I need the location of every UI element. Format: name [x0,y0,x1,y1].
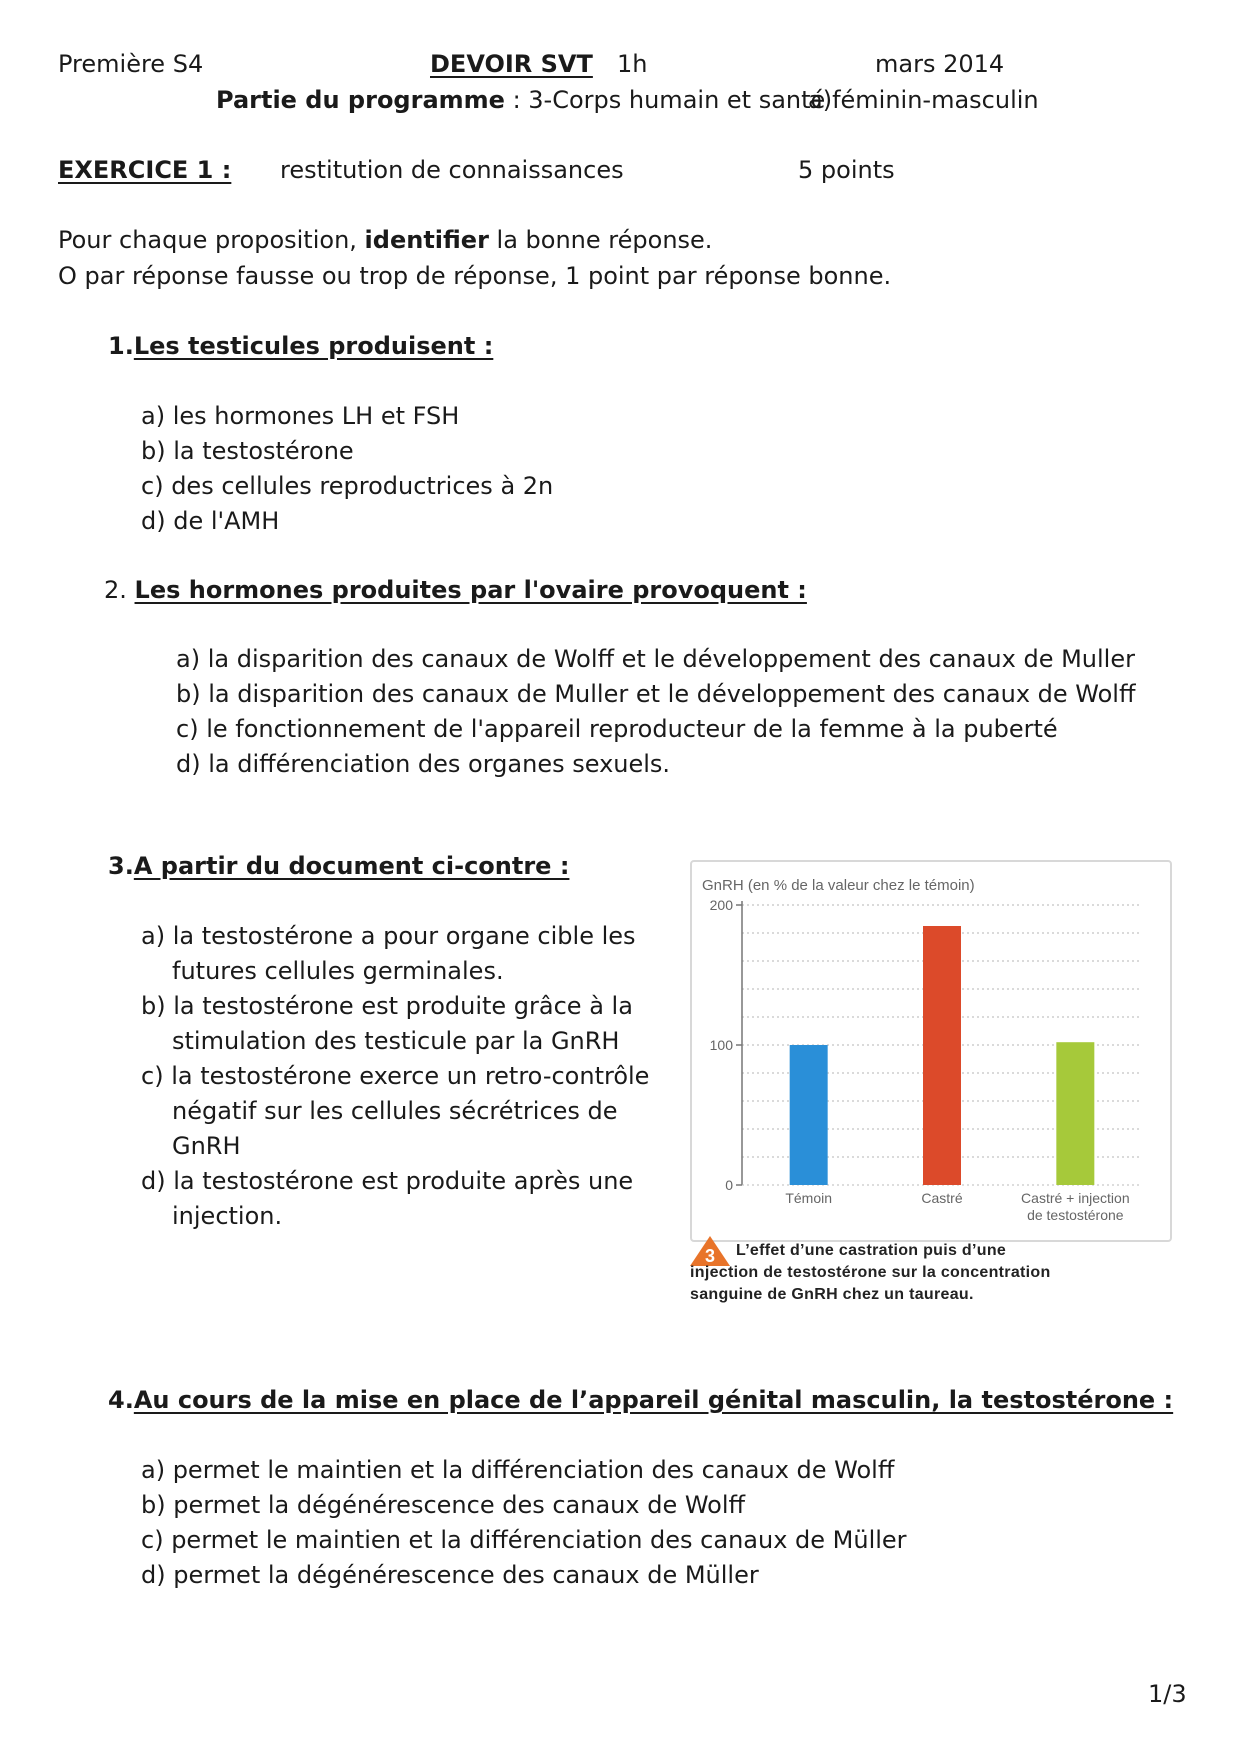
chart-title: GnRH (en % de la valeur chez le témoin) [702,877,975,894]
gnrh-chart [690,860,1170,1240]
program-label: Partie du programme [216,86,505,114]
program-text: 3-Corps humain et santé [528,86,826,114]
q4-option-d: d) permet la dégénérescence des canaux de Müller [141,1561,759,1589]
x-tick-label: Témoin [785,1190,833,1206]
exam-date: mars 2014 [875,50,1005,78]
question-title: Les testicules produisent : [133,332,494,360]
q4-option-a: a) permet le maintien et la différenciation des canaux de Wolff [141,1456,895,1484]
question-number: 3. [108,852,134,880]
question-3-heading [108,852,569,880]
question-2-heading [104,576,807,604]
question-title: Les hormones produites par l'ovaire provoquent : [134,576,807,604]
y-tick-label: 200 [709,897,733,913]
q3-line-2: futures cellules germinales. [172,957,504,985]
question-4-heading [108,1386,1173,1414]
question-number: 2. [104,576,135,604]
q1-option-c: c) des cellules reproductrices à 2n [141,472,554,500]
class-name: Première S4 [58,50,204,78]
q3-line-1: a) la testostérone a pour organe cible les [141,922,636,950]
y-tick-label: 100 [709,1037,733,1053]
instruction-line-2: O par réponse fausse ou trop de réponse, 1 point par réponse bonne. [58,262,892,290]
exam-title: DEVOIR SVT [430,50,593,78]
chart-svg [690,860,1170,1240]
x-tick-label: de testostérone [1027,1207,1124,1223]
question-1-heading [108,332,493,360]
badge-number: 3 [704,1246,716,1266]
q1-option-d: d) de l'AMH [141,507,280,535]
instruction-keyword: identifier [364,226,489,254]
exercise-topic: restitution de connaissances [280,156,624,184]
q4-option-b: b) permet la dégénérescence des canaux de Wolff [141,1491,746,1519]
page-number: 1/3 [1148,1680,1187,1708]
program-line [216,86,825,114]
q2-option-c: c) le fonctionnement de l'appareil reproducteur de la femme à la puberté [176,715,1058,743]
bar-1 [790,1045,828,1185]
instruction-text-a: Pour chaque proposition, [58,226,365,254]
q3-line-9: injection. [172,1202,283,1230]
chart-caption-line-2: injection de testostérone sur la concentration [690,1264,1051,1281]
question-title: Au cours de la mise en place de l’appareil génital masculin, la testostérone : [133,1386,1174,1414]
exam-duration: 1h [617,50,648,78]
bar-3 [1056,1042,1094,1185]
q3-line-6: négatif sur les cellules sécrétrices de [172,1097,618,1125]
x-tick-label: Castré + injection [1021,1190,1130,1206]
exercise-label: EXERCICE 1 : [58,156,232,184]
q3-line-7: GnRH [172,1132,241,1160]
instruction-text-c: la bonne réponse. [488,226,713,254]
bar-2 [923,926,961,1185]
program-sub: a)féminin-masculin [808,86,1039,114]
question-title: A partir du document ci-contre : [133,852,570,880]
question-number: 1. [108,332,134,360]
q1-option-b: b) la testostérone [141,437,354,465]
q4-option-c: c) permet le maintien et la différenciation des canaux de Müller [141,1526,907,1554]
q2-option-b: b) la disparition des canaux de Muller et le développement des canaux de Wolff [176,680,1136,708]
program-sep: : [504,86,529,114]
q2-option-a: a) la disparition des canaux de Wolff et le développement des canaux de Muller [176,645,1135,673]
y-tick-label: 0 [725,1177,733,1193]
question-number: 4. [108,1386,134,1414]
q3-line-4: stimulation des testicule par la GnRH [172,1027,620,1055]
chart-caption-line-1: L’effet d’une castration puis d’une [736,1242,1007,1259]
chart-caption-line-3: sanguine de GnRH chez un taureau. [690,1286,974,1303]
q1-option-a: a) les hormones LH et FSH [141,402,460,430]
exercise-points: 5 points [798,156,895,184]
x-tick-label: Castré [921,1190,963,1206]
q3-line-8: d) la testostérone est produite après une [141,1167,634,1195]
q3-line-5: c) la testostérone exerce un retro-contrôle [141,1062,650,1090]
q3-line-3: b) la testostérone est produite grâce à la [141,992,633,1020]
q2-option-d: d) la différenciation des organes sexuels. [176,750,671,778]
instruction-line-1 [58,226,712,254]
figure-number-badge [690,1236,730,1266]
